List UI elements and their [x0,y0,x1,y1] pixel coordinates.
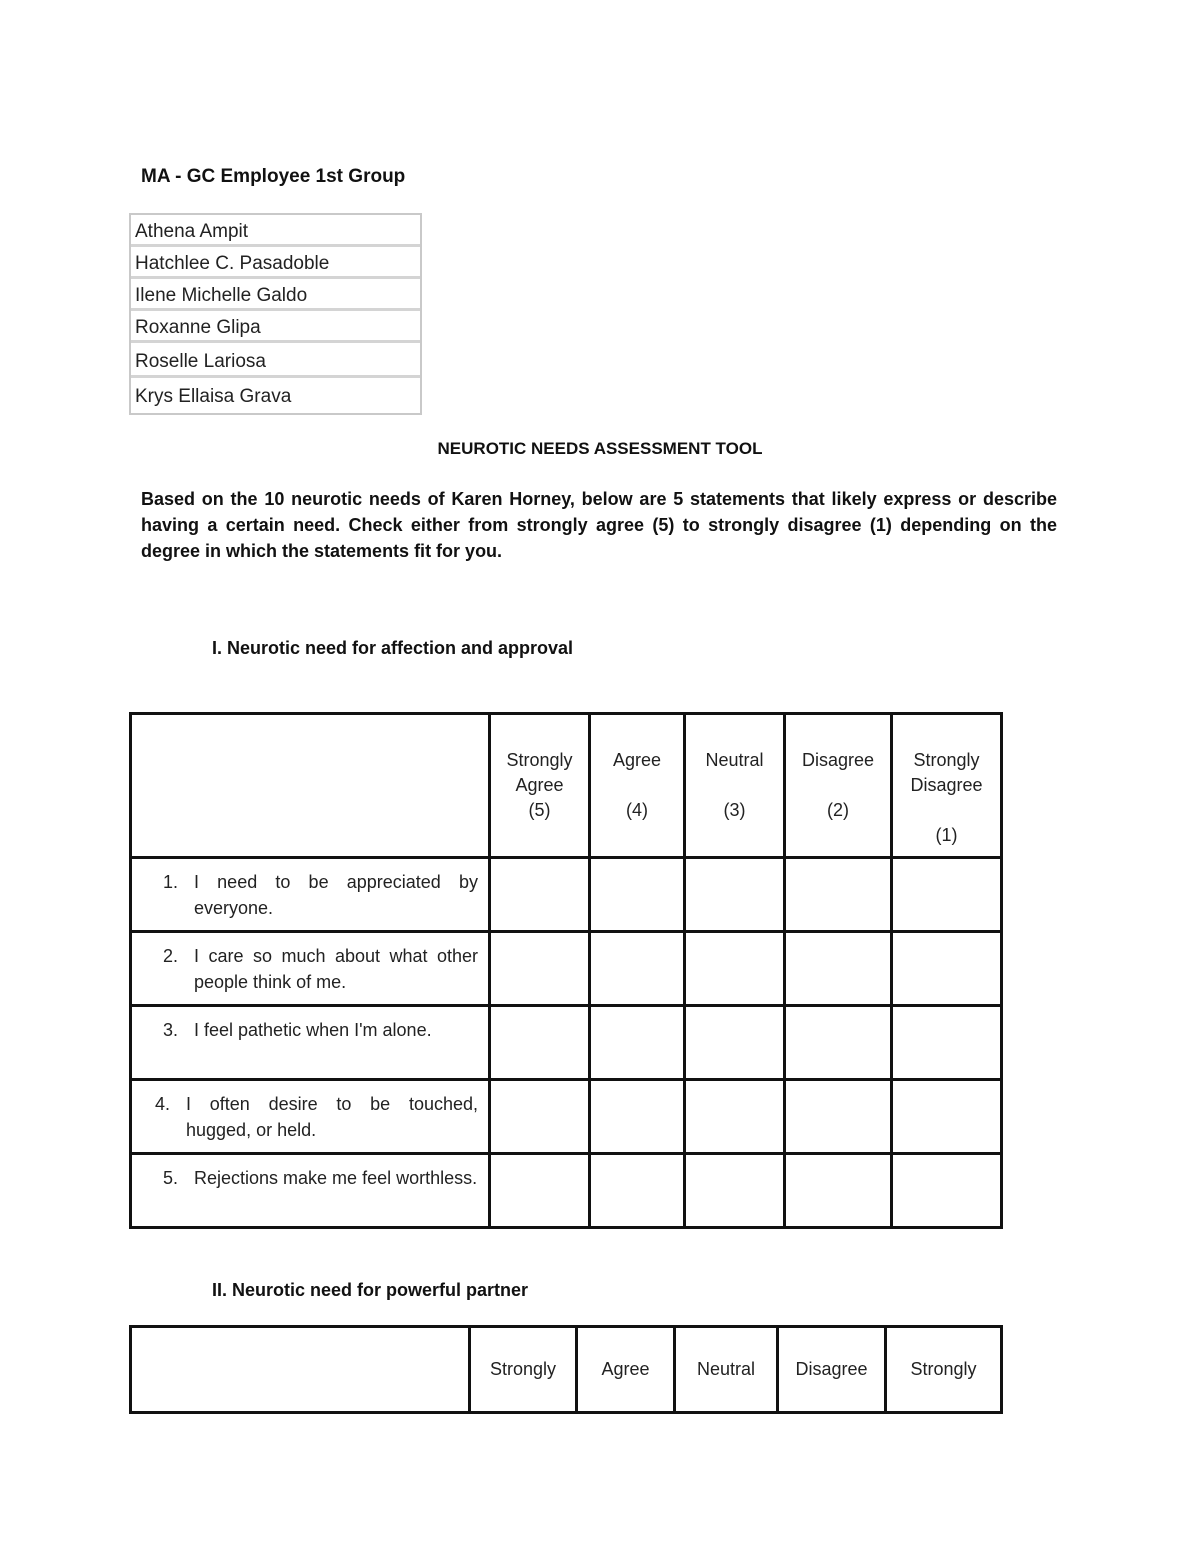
rating-cell-5[interactable] [490,1154,590,1228]
assessment-table-1 [129,712,1003,1229]
rating-cell-3[interactable] [685,1154,785,1228]
table-row [131,1154,1002,1228]
rating-cell-5[interactable] [490,932,590,1006]
members-table [129,213,422,415]
member-name: Ilene Michelle Galdo [131,279,420,311]
statement-3: 3. I feel pathetic when I'm alone. [131,1006,490,1080]
member-name: Hatchlee C. Pasadoble [131,247,420,279]
member-name: Athena Ampit [131,215,420,247]
rating-cell-4[interactable] [590,932,685,1006]
rating-cell-5[interactable] [490,1080,590,1154]
header-strongly-disagree: Strongly Disagree (1) [892,714,1002,858]
statement-4: 4. I often desire to be touched, hugged, or held. [131,1080,490,1154]
rating-cell-4[interactable] [590,1154,685,1228]
rating-cell-1[interactable] [892,1080,1002,1154]
rating-cell-2[interactable] [785,1154,892,1228]
instructions: Based on the 10 neurotic needs of Karen Horney, below are 5 statements that likely express or describe having a certain need. Check either from strongly agree (5) to strongly disagree (1) depending on the degree in which the statements fit for you. [141,489,1057,561]
section-2-title: II. Neurotic need for powerful partner [212,1280,529,1300]
tool-title: NEUROTIC NEEDS ASSESSMENT TOOL [437,439,763,458]
header-neutral: Neutral (3) [685,714,785,858]
rating-cell-3[interactable] [685,932,785,1006]
rating-cell-2[interactable] [785,858,892,932]
rating-cell-3[interactable] [685,1006,785,1080]
blank-header-cell [131,1327,470,1413]
blank-header-cell [131,714,490,858]
table-row [131,1006,1002,1080]
statement-5: 5. Rejections make me feel worthless. [131,1154,490,1228]
header-strongly-agree: Strongly [470,1327,577,1413]
rating-cell-1[interactable] [892,858,1002,932]
rating-cell-3[interactable] [685,1080,785,1154]
member-name: Roxanne Glipa [131,311,420,343]
rating-cell-5[interactable] [490,858,590,932]
table-row [131,1080,1002,1154]
rating-cell-4[interactable] [590,1006,685,1080]
member-name: Roselle Lariosa [131,343,420,378]
rating-cell-1[interactable] [892,1154,1002,1228]
member-name: Krys Ellaisa Grava [135,386,292,407]
rating-cell-5[interactable] [490,1006,590,1080]
header-row [131,714,1002,858]
table-row [131,858,1002,932]
section-1-title: I. Neurotic need for affection and approval [212,638,574,658]
rating-cell-2[interactable] [785,1006,892,1080]
header-strongly-agree: Strongly Agree (5) [490,714,590,858]
header-agree: Agree [577,1327,675,1413]
header-neutral: Neutral [675,1327,778,1413]
rating-cell-2[interactable] [785,932,892,1006]
statement-1: 1. I need to be appreciated by everyone. [131,858,490,932]
header-strongly-disagree: Strongly [886,1327,1002,1413]
rating-cell-3[interactable] [685,858,785,932]
rating-cell-4[interactable] [590,1080,685,1154]
group-title: MA - GC Employee 1st Group [141,166,406,187]
header-disagree: Disagree [778,1327,886,1413]
header-disagree: Disagree (2) [785,714,892,858]
assessment-table-2 [129,1325,1003,1414]
statement-2: 2. I care so much about what other people think of me. [131,932,490,1006]
rating-cell-4[interactable] [590,858,685,932]
rating-cell-1[interactable] [892,1006,1002,1080]
header-row [131,1327,1002,1413]
table-row [131,932,1002,1006]
rating-cell-1[interactable] [892,932,1002,1006]
rating-cell-2[interactable] [785,1080,892,1154]
header-agree: Agree (4) [590,714,685,858]
